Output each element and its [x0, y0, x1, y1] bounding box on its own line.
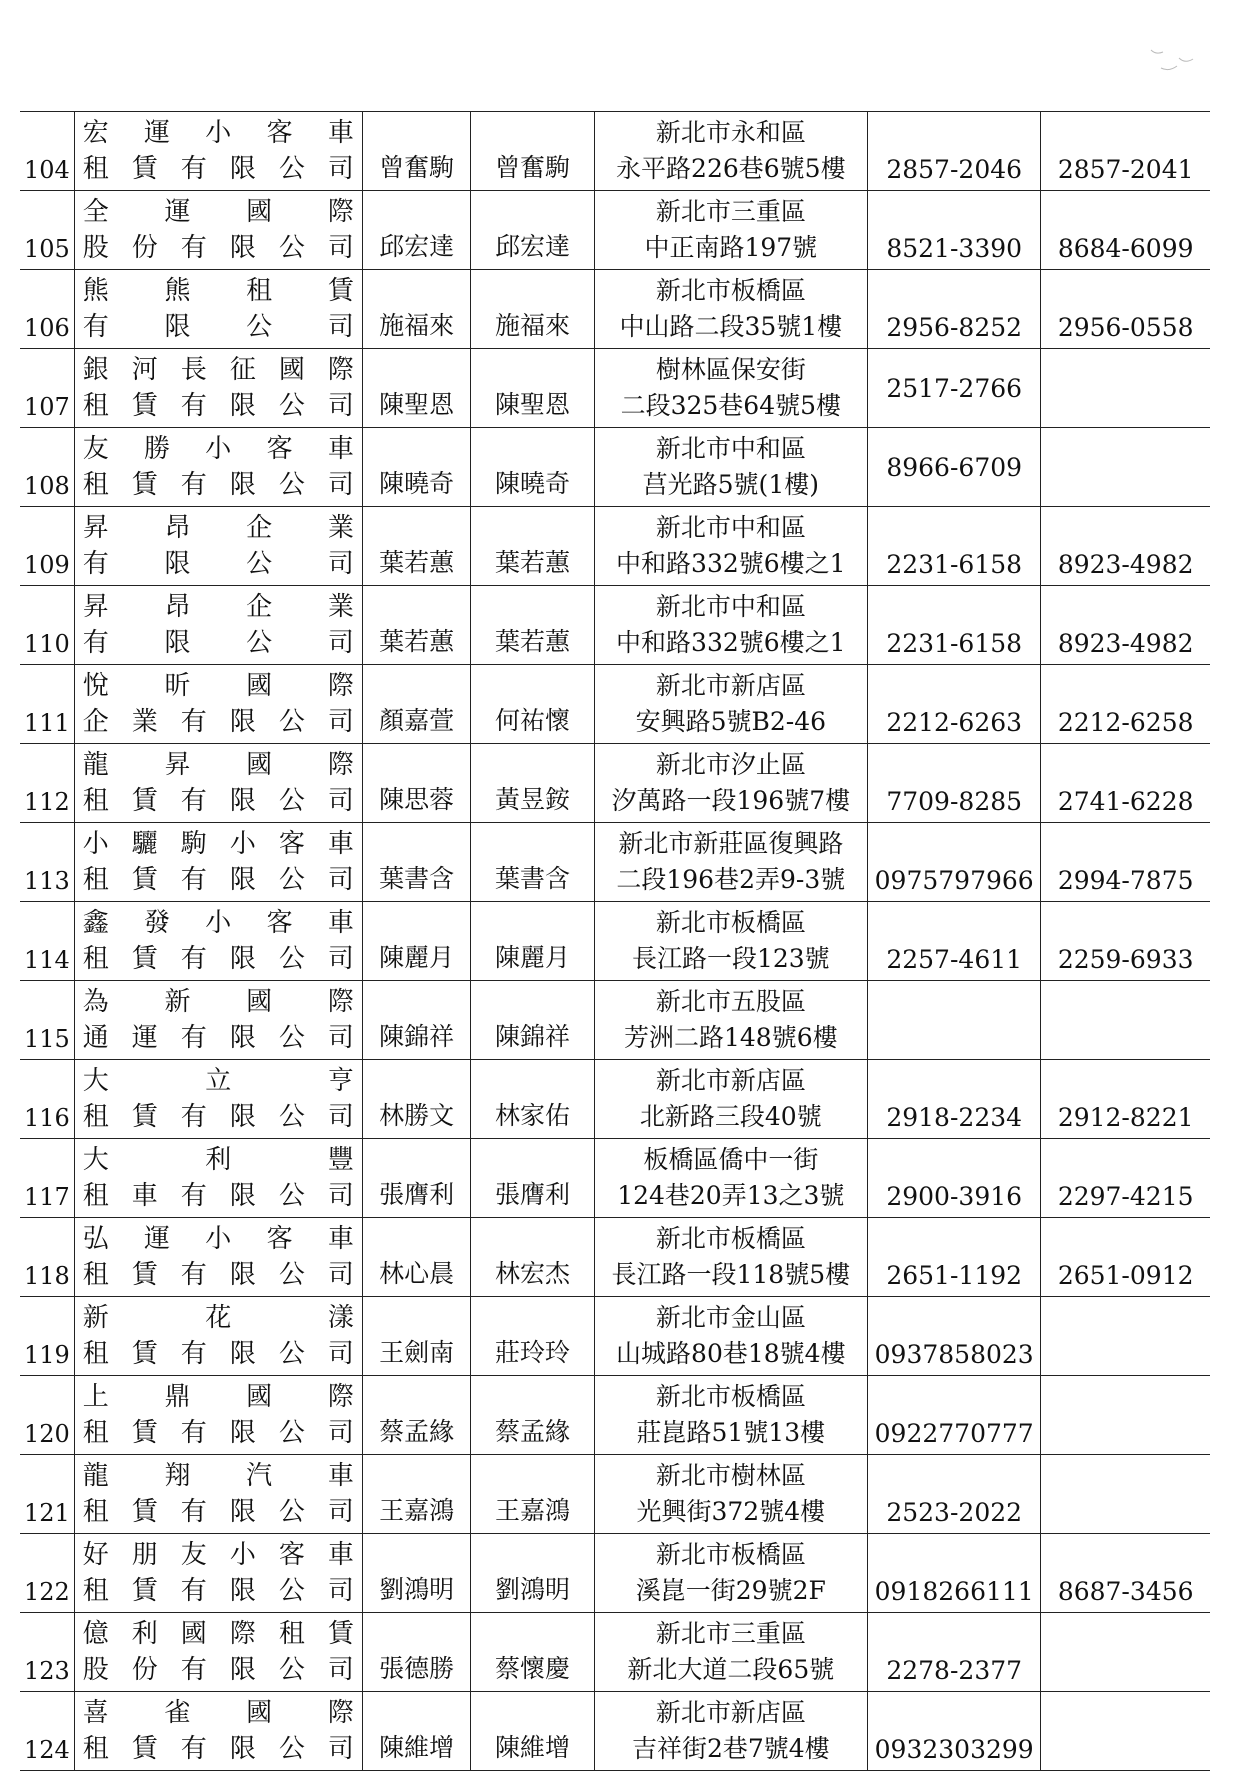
- company-name-line1: 全 運 國 際: [82, 197, 354, 227]
- phone-number: 0975797966: [868, 823, 1041, 902]
- owner-name: 陳思蓉: [362, 744, 471, 823]
- row-number: 114: [20, 902, 74, 981]
- company-name-line2: 企 業 有 限 公 司: [82, 707, 354, 737]
- manager-name: 黃昱銨: [471, 744, 594, 823]
- company-name-line1: 悅 昕 國 際: [82, 671, 354, 701]
- owner-name: 蔡孟緣: [362, 1376, 471, 1455]
- manager-name: 蔡懷慶: [471, 1613, 594, 1692]
- company-name: [74, 428, 362, 507]
- table-row: [20, 1297, 1210, 1376]
- address: [594, 191, 867, 270]
- table-row: [20, 586, 1210, 665]
- phone-number: 2857-2046: [868, 112, 1041, 191]
- row-number: 113: [20, 823, 74, 902]
- address: [594, 270, 867, 349]
- company-name: [74, 902, 362, 981]
- address-line1: 新北市新店區: [655, 671, 806, 700]
- phone-number: 2900-3916: [868, 1139, 1041, 1218]
- company-name-line2: 租 賃 有 限 公 司: [82, 1102, 354, 1132]
- phone-number: 2231-6158: [868, 507, 1041, 586]
- owner-name: 邱宏達: [362, 191, 471, 270]
- table-body: [20, 112, 1210, 1771]
- address-line2: 永平路226巷6號5樓: [616, 154, 846, 183]
- address: [594, 507, 867, 586]
- fax-number: [1041, 428, 1210, 507]
- phone-number: 2278-2377: [868, 1613, 1041, 1692]
- phone-number: 2517-2766: [868, 349, 1041, 428]
- address-line2: 中山路二段35號1樓: [619, 312, 843, 341]
- fax-number: 2741-6228: [1041, 744, 1210, 823]
- company-name-line2: 租 賃 有 限 公 司: [82, 944, 354, 974]
- manager-name: 張膺利: [471, 1139, 594, 1218]
- owner-name: 陳曉奇: [362, 428, 471, 507]
- manager-name: 林宏杰: [471, 1218, 594, 1297]
- company-name: [74, 507, 362, 586]
- manager-name: 陳錦祥: [471, 981, 594, 1060]
- address-line1: 新北市新店區: [655, 1066, 806, 1095]
- company-name-line1: 昇 昂 企 業: [82, 513, 354, 543]
- row-number: 117: [20, 1139, 74, 1218]
- phone-number: [868, 981, 1041, 1060]
- address-line1: 新北市三重區: [655, 197, 806, 226]
- table-row: [20, 902, 1210, 981]
- table-row: [20, 1534, 1210, 1613]
- row-number: 109: [20, 507, 74, 586]
- row-number: 122: [20, 1534, 74, 1613]
- company-name: [74, 1139, 362, 1218]
- owner-name: 張膺利: [362, 1139, 471, 1218]
- company-name-line1: 上 鼎 國 際: [82, 1382, 354, 1412]
- company-name-line1: 億 利 國 際 租 賃: [82, 1619, 354, 1649]
- address-line2: 安興路5號B2-46: [635, 707, 827, 736]
- address-line2: 二段325巷64號5樓: [620, 391, 842, 420]
- address: [594, 1376, 867, 1455]
- row-number: 104: [20, 112, 74, 191]
- address: [594, 981, 867, 1060]
- phone-number: 2523-2022: [868, 1455, 1041, 1534]
- address-line1: 新北市永和區: [655, 118, 806, 147]
- address: [594, 1455, 867, 1534]
- company-name-line2: 租 賃 有 限 公 司: [82, 786, 354, 816]
- fax-number: [1041, 1376, 1210, 1455]
- table-row: [20, 744, 1210, 823]
- owner-name: 陳聖恩: [362, 349, 471, 428]
- company-name: [74, 586, 362, 665]
- table-row: [20, 1376, 1210, 1455]
- manager-name: 陳曉奇: [471, 428, 594, 507]
- phone-number: 2651-1192: [868, 1218, 1041, 1297]
- address-line2: 二段196巷2弄9-3號: [616, 865, 846, 894]
- manager-name: 邱宏達: [471, 191, 594, 270]
- company-name-line1: 友 勝 小 客 車: [82, 434, 354, 464]
- table-row: [20, 1139, 1210, 1218]
- phone-number: 0932303299: [868, 1692, 1041, 1771]
- company-name: [74, 270, 362, 349]
- address-line1: 新北市新店區: [655, 1698, 806, 1727]
- company-name-line1: 鑫 發 小 客 車: [82, 908, 354, 938]
- phone-number: 0937858023: [868, 1297, 1041, 1376]
- address-line1: 板橋區僑中一街: [643, 1145, 819, 1174]
- fax-number: 8923-4982: [1041, 586, 1210, 665]
- company-name: [74, 744, 362, 823]
- company-name: [74, 1297, 362, 1376]
- address-line2: 溪崑一街29號2F: [635, 1576, 826, 1605]
- company-name-line1: 熊 熊 租 賃: [82, 276, 354, 306]
- table-row: [20, 1060, 1210, 1139]
- table-row: [20, 349, 1210, 428]
- company-name-line2: 租 賃 有 限 公 司: [82, 865, 354, 895]
- company-name-line2: 租 賃 有 限 公 司: [82, 1339, 354, 1369]
- owner-name: 陳錦祥: [362, 981, 471, 1060]
- owner-name: 曾奮駒: [362, 112, 471, 191]
- company-name-line2: 租 車 有 限 公 司: [82, 1181, 354, 1211]
- address: [594, 1218, 867, 1297]
- table-row: [20, 981, 1210, 1060]
- row-number: 124: [20, 1692, 74, 1771]
- table-row: [20, 428, 1210, 507]
- address: [594, 1139, 867, 1218]
- address-line2: 汐萬路一段196號7樓: [611, 786, 851, 815]
- company-name-line1: 好 朋 友 小 客 車: [82, 1540, 354, 1570]
- owner-name: 王劍南: [362, 1297, 471, 1376]
- company-name: [74, 665, 362, 744]
- company-name-line1: 大 立 亨: [82, 1066, 354, 1096]
- address-line1: 新北市板橋區: [655, 908, 806, 937]
- address: [594, 744, 867, 823]
- address-line2: 光興街372號4樓: [636, 1497, 826, 1526]
- rental-company-table: [20, 111, 1210, 1771]
- phone-number: 0922770777: [868, 1376, 1041, 1455]
- address: [594, 1060, 867, 1139]
- manager-name: 葉若蕙: [471, 507, 594, 586]
- owner-name: 葉書含: [362, 823, 471, 902]
- row-number: 106: [20, 270, 74, 349]
- fax-number: [1041, 1455, 1210, 1534]
- owner-name: 施福來: [362, 270, 471, 349]
- owner-name: 張德勝: [362, 1613, 471, 1692]
- manager-name: 陳維增: [471, 1692, 594, 1771]
- address: [594, 823, 867, 902]
- phone-number: 2231-6158: [868, 586, 1041, 665]
- address-line2: 芳洲二路148號6樓: [624, 1023, 838, 1052]
- table-row: [20, 665, 1210, 744]
- address-line1: 新北市中和區: [655, 592, 806, 621]
- address-line2: 莒光路5號(1樓): [642, 470, 819, 499]
- fax-number: 2912-8221: [1041, 1060, 1210, 1139]
- fax-number: [1041, 981, 1210, 1060]
- company-name: [74, 1534, 362, 1613]
- table-row: [20, 1692, 1210, 1771]
- row-number: 112: [20, 744, 74, 823]
- company-name: [74, 191, 362, 270]
- company-name: [74, 1613, 362, 1692]
- address: [594, 1297, 867, 1376]
- address-line1: 新北市板橋區: [655, 276, 806, 305]
- fax-number: [1041, 349, 1210, 428]
- address-line1: 新北市板橋區: [655, 1382, 806, 1411]
- owner-name: 林心晨: [362, 1218, 471, 1297]
- table-row: [20, 507, 1210, 586]
- manager-name: 蔡孟緣: [471, 1376, 594, 1455]
- address-line1: 新北市中和區: [655, 434, 806, 463]
- owner-name: 葉若蕙: [362, 507, 471, 586]
- address-line1: 新北市樹林區: [655, 1461, 806, 1490]
- address-line2: 中正南路197號: [644, 233, 818, 262]
- company-name-line1: 喜 雀 國 際: [82, 1698, 354, 1728]
- fax-number: 8687-3456: [1041, 1534, 1210, 1613]
- owner-name: 王嘉鴻: [362, 1455, 471, 1534]
- manager-name: 曾奮駒: [471, 112, 594, 191]
- row-number: 110: [20, 586, 74, 665]
- address: [594, 428, 867, 507]
- phone-number: 2918-2234: [868, 1060, 1041, 1139]
- row-number: 120: [20, 1376, 74, 1455]
- company-name-line2: 租 賃 有 限 公 司: [82, 1576, 354, 1606]
- address-line2: 長江路一段118號5樓: [611, 1260, 851, 1289]
- fax-number: 2994-7875: [1041, 823, 1210, 902]
- phone-number: 2956-8252: [868, 270, 1041, 349]
- company-name-line2: 租 賃 有 限 公 司: [82, 1497, 354, 1527]
- company-name-line2: 通 運 有 限 公 司: [82, 1023, 354, 1053]
- address-line2: 中和路332號6樓之1: [616, 549, 846, 578]
- address-line2: 莊崑路51號13樓: [636, 1418, 826, 1447]
- address-line1: 新北市中和區: [655, 513, 806, 542]
- address: [594, 665, 867, 744]
- phone-number: 2212-6263: [868, 665, 1041, 744]
- company-name-line2: 租 賃 有 限 公 司: [82, 154, 354, 184]
- table-row: [20, 1613, 1210, 1692]
- row-number: 119: [20, 1297, 74, 1376]
- fax-number: 2212-6258: [1041, 665, 1210, 744]
- scan-noise-mark: [1141, 40, 1201, 90]
- company-name-line2: 有 限 公 司: [82, 312, 354, 342]
- company-name-line2: 租 賃 有 限 公 司: [82, 1260, 354, 1290]
- address-line2: 中和路332號6樓之1: [616, 628, 846, 657]
- address-line2: 山城路80巷18號4樓: [616, 1339, 846, 1368]
- company-name: [74, 1218, 362, 1297]
- address: [594, 349, 867, 428]
- manager-name: 葉若蕙: [471, 586, 594, 665]
- phone-number: 8521-3390: [868, 191, 1041, 270]
- phone-number: 7709-8285: [868, 744, 1041, 823]
- manager-name: 王嘉鴻: [471, 1455, 594, 1534]
- row-number: 105: [20, 191, 74, 270]
- address-line1: 新北市五股區: [655, 987, 806, 1016]
- row-number: 123: [20, 1613, 74, 1692]
- row-number: 118: [20, 1218, 74, 1297]
- row-number: 116: [20, 1060, 74, 1139]
- company-name-line2: 租 賃 有 限 公 司: [82, 1418, 354, 1448]
- fax-number: 2259-6933: [1041, 902, 1210, 981]
- company-name-line1: 為 新 國 際: [82, 987, 354, 1017]
- manager-name: 莊玲玲: [471, 1297, 594, 1376]
- owner-name: 陳維增: [362, 1692, 471, 1771]
- address-line1: 新北市板橋區: [655, 1224, 806, 1253]
- manager-name: 葉書含: [471, 823, 594, 902]
- company-name-line1: 弘 運 小 客 車: [82, 1224, 354, 1254]
- address-line2: 吉祥街2巷7號4樓: [631, 1734, 830, 1763]
- table-row: [20, 270, 1210, 349]
- address-line2: 北新路三段40號: [639, 1102, 822, 1131]
- address-line1: 新北市三重區: [655, 1619, 806, 1648]
- address: [594, 586, 867, 665]
- company-name-line1: 小 驪 駒 小 客 車: [82, 829, 354, 859]
- row-number: 111: [20, 665, 74, 744]
- row-number: 121: [20, 1455, 74, 1534]
- address: [594, 112, 867, 191]
- phone-number: 0918266111: [868, 1534, 1041, 1613]
- company-name: [74, 1455, 362, 1534]
- fax-number: [1041, 1297, 1210, 1376]
- address-line1: 新北市汐止區: [655, 750, 806, 779]
- company-name-line1: 大 利 豐: [82, 1145, 354, 1175]
- company-name: [74, 349, 362, 428]
- company-name-line1: 銀 河 長 征 國 際: [82, 355, 354, 385]
- company-name: [74, 1060, 362, 1139]
- company-name: [74, 981, 362, 1060]
- owner-name: 林勝文: [362, 1060, 471, 1139]
- company-name: [74, 1692, 362, 1771]
- row-number: 115: [20, 981, 74, 1060]
- company-name-line1: 龍 昇 國 際: [82, 750, 354, 780]
- address-line1: 新北市新莊區復興路: [618, 829, 844, 858]
- company-name: [74, 112, 362, 191]
- company-name: [74, 1376, 362, 1455]
- table-row: [20, 1218, 1210, 1297]
- company-name-line1: 宏 運 小 客 車: [82, 118, 354, 148]
- address-line2: 124巷20弄13之3號: [617, 1181, 845, 1210]
- company-name: [74, 823, 362, 902]
- address: [594, 1534, 867, 1613]
- manager-name: 陳聖恩: [471, 349, 594, 428]
- row-number: 107: [20, 349, 74, 428]
- fax-number: 8684-6099: [1041, 191, 1210, 270]
- address: [594, 1692, 867, 1771]
- company-name-line2: 股 份 有 限 公 司: [82, 233, 354, 263]
- fax-number: 2297-4215: [1041, 1139, 1210, 1218]
- company-name-line2: 股 份 有 限 公 司: [82, 1655, 354, 1685]
- company-name-line1: 新 花 漾: [82, 1303, 354, 1333]
- owner-name: 陳麗月: [362, 902, 471, 981]
- company-name-line2: 租 賃 有 限 公 司: [82, 470, 354, 500]
- manager-name: 施福來: [471, 270, 594, 349]
- company-name-line2: 有 限 公 司: [82, 549, 354, 579]
- fax-number: 2857-2041: [1041, 112, 1210, 191]
- company-name-line1: 昇 昂 企 業: [82, 592, 354, 622]
- phone-number: 8966-6709: [868, 428, 1041, 507]
- phone-number: 2257-4611: [868, 902, 1041, 981]
- manager-name: 劉鴻明: [471, 1534, 594, 1613]
- table-row: [20, 191, 1210, 270]
- address-line1: 新北市金山區: [655, 1303, 806, 1332]
- fax-number: 2651-0912: [1041, 1218, 1210, 1297]
- address: [594, 902, 867, 981]
- address-line2: 長江路一段123號: [631, 944, 830, 973]
- fax-number: 2956-0558: [1041, 270, 1210, 349]
- row-number: 108: [20, 428, 74, 507]
- company-name-line2: 有 限 公 司: [82, 628, 354, 658]
- fax-number: [1041, 1613, 1210, 1692]
- owner-name: 劉鴻明: [362, 1534, 471, 1613]
- company-name-line2: 租 賃 有 限 公 司: [82, 391, 354, 421]
- manager-name: 何祐懷: [471, 665, 594, 744]
- table-row: [20, 1455, 1210, 1534]
- table-row: [20, 823, 1210, 902]
- address-line1: 新北市板橋區: [655, 1540, 806, 1569]
- owner-name: 顏嘉萱: [362, 665, 471, 744]
- address-line1: 樹林區保安街: [655, 355, 806, 384]
- owner-name: 葉若蕙: [362, 586, 471, 665]
- company-name-line2: 租 賃 有 限 公 司: [82, 1734, 354, 1764]
- table-row: [20, 112, 1210, 191]
- manager-name: 林家佑: [471, 1060, 594, 1139]
- manager-name: 陳麗月: [471, 902, 594, 981]
- fax-number: 8923-4982: [1041, 507, 1210, 586]
- address: [594, 1613, 867, 1692]
- address-line2: 新北大道二段65號: [627, 1655, 835, 1684]
- company-name-line1: 龍 翔 汽 車: [82, 1461, 354, 1491]
- fax-number: [1041, 1692, 1210, 1771]
